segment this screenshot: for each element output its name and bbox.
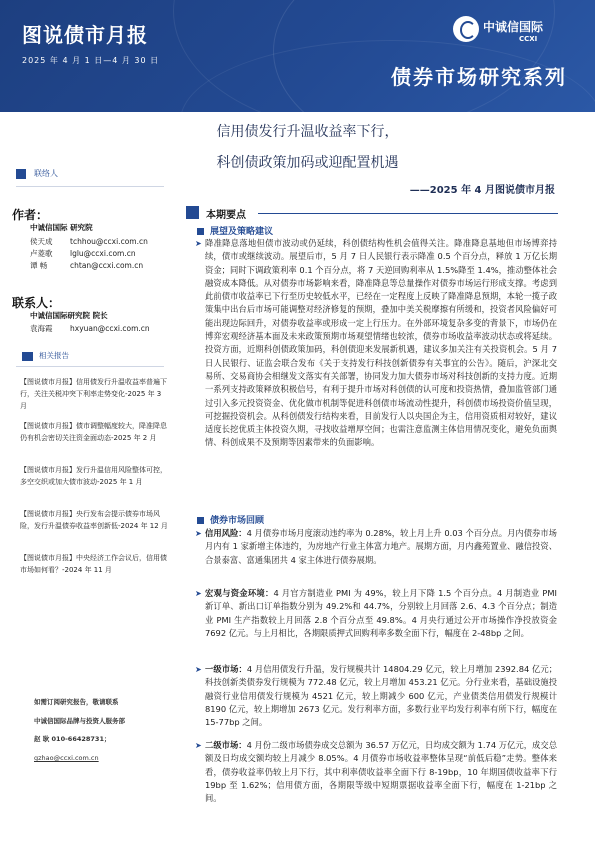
ccxi-logo [453, 14, 563, 54]
subscribe-email[interactable]: gzhao@ccxi.com.cn [34, 754, 99, 762]
related-report-link[interactable]: 【图说债市月报】信用债发行升温收益率普遍下行，关注关税冲突下利率走势变化-2025 年 3 月 [20, 378, 167, 410]
subscribe-note: 如需订阅研究报告，敬请联系 [34, 698, 119, 706]
section-title-outlook: 展望及策略建议 [197, 224, 273, 237]
subscribe-dept: 中诚信国际品牌与投资人服务部 [34, 717, 125, 725]
subscribe-contact: 赵 耿 010-66428731； [34, 735, 111, 743]
logo-mark-icon [453, 16, 479, 42]
section-title-review: 债券市场回顾 [197, 513, 264, 526]
report-header [0, 0, 595, 112]
report-subtitle: ——2025 年 4 月图说债市月报 [409, 185, 555, 196]
related-report-link[interactable]: 【图说债市月报】央行发布会提示债券市场风险，发行升温债券收益率创新低-2024 年 12 月 [20, 510, 168, 530]
authors-org: 中诚信国际 研究院 [30, 223, 93, 232]
divider [16, 186, 164, 187]
related-icon [22, 352, 33, 361]
report-period: 2025 年 4 月 1 日—4 月 30 日 [22, 56, 160, 65]
related-report-link[interactable]: 【图说债市月报】发行升温信用风险整体可控，多空交织或加大债市波动-2025 年 1 月 [20, 466, 167, 486]
review-primary-market: ➤ 一级市场：4 月信用债发行升温，发行规模共计 14804.29 亿元，较上月增加 2392.84 亿元；科技创新类债券发行规模为 772.48 亿元，较上月增加 453.21 亿元。分行业来看，基础设施投融资行业信用债发行规模为 4521 亿元，较上期减少 600 亿元，产业债类信用债发行规模计 8190 亿元，较上期增加 2673 亿元。发行利率方面，多数行业平均发行利率有所下行，幅度在 15-77bp 之间。 [195, 664, 557, 728]
contact-icon [16, 169, 26, 179]
heading-rule [258, 213, 558, 214]
related-report-link[interactable]: 【图说债市月报】中央经济工作会议后，信用债市场如何看？-2024 年 11 月 [20, 554, 167, 574]
logo-text-en: CCXI [519, 35, 538, 43]
review-credit-risk: ➤ 信用风险：4 月债券市场月度滚动违约率为 0.28%，较上月上升 0.03 个百分点。月内债券市场月内有 1 家新增主体违约，为房地产行业主体富力地产。展期方面，月内鑫苑置业、融信投资、合景泰富、富通集团共 4 家主体进行债券展期。 [195, 528, 557, 565]
liaison-heading: 联系人： [12, 296, 61, 310]
liaison-org: 中诚信国际研究院 院长 [30, 311, 108, 320]
liaison-entry: 袁海霞 hxyuan@ccxi.com.cn [30, 324, 150, 333]
key-points-heading: 本期要点 [186, 206, 556, 220]
bullet-icon: ➤ [195, 589, 202, 598]
report-title-line1: 信用债发行升温收益率下行， [216, 124, 399, 140]
review-macro: ➤ 宏观与资金环境：4 月官方制造业 PMI 为 49%，较上月下降 1.5 个百分点。4 月制造业 PMI 新订单、新出口订单指数分别为 49.2%和 44.7%，分别较上月回落 2.6、4.3 个百分点；制造业 PMI 生产指数较上月回落 2.8 个百分点至 49.8%。4 月央行通过公开市场操作净投放资金 7692 亿元。与上月相比，各期限质押式回购利率多数全面下行，幅度在 2-48bp 之间。 [195, 588, 557, 638]
bullet-icon: ➤ [195, 665, 202, 674]
related-report-link[interactable]: 【图说债市月报】债市调整幅度较大，降准降息仍有机会密切关注资金面动态-2025 年 2 月 [20, 422, 167, 442]
related-reports-label: 相关报告 [22, 350, 69, 361]
outlook-paragraph: ➤ 降准降息落地但债市波动或仍延续，科创债结构性机会值得关注。降准降息基地但市场博弈持续，债市或继续波动。展望后市，5 月 7 日人民银行表示降准 0.5 个百分点，释放 1 万亿长期资金；同时下调政策利率 0.1 个百分点，将 7 天逆回购利率从 1.5%降至 1.4%，推动整体社会融资成本降低。从对债券市场影响来看，降准降息等总量操作对债券市场运行形成支撑。考虑到此前债市收益率已下行至历史较低水平，已经在一定程度上反映了降准降息预期，本轮一揽子政策集中出台后市场可能调整对经济修复的预期，叠加中美关税摩擦有所缓和，投资者风险偏好可能出现边际回升，对债券收益率或形成一定上行压力。在外部环境复杂多变的背景下，市场仍在博弈宏观经济基本面及未来政策预期市场观望情绪也较浓，债券市场收益率波动状态或将延续。投资方面，近期科创债政策加码，科创债迎来发展新机遇，建议多加关注有关投资机会。5 月 7 日人民银行、证监会联合发布《关于支持发行科技创新债券有关事宜的公告》。随后，沪深北交易所、交易商协会相继发文落实有关部署，协同发力加大债券市场对科技创新的支持力度。近期一系列支持政策释放积极信号，有利于提升市场对科创债的认可度和投资热情，叠加监管部门通过引入多元投资资金、优化做市机制等促进科创债市场流动性提升，科创债市场投资价值呈现，可挖掘投资机会。从科创债发行结构来看，目前发行人以央国企为主，信用资质相对较好，建议适度长挖优质主体投资久期，寻找收益增厚空间；也需注意监测主体信用情况变化，避免负面舆情、科创成果不及预期等因素带来的负面影响。 [195, 238, 557, 448]
bullet-icon: ➤ [195, 239, 202, 248]
logo-text-cn: 中诚信国际 [483, 20, 544, 34]
contacts-label: 联络人 [16, 168, 58, 179]
heading-marker [186, 206, 199, 219]
author-entry: 卢菱歌 lglu@ccxi.com.cn [30, 249, 136, 258]
divider [16, 366, 164, 367]
author-entry: 谭 畅 chtan@ccxi.com.cn [30, 261, 144, 270]
report-title-line2: 科创债政策加码或迎配置机遇 [216, 155, 399, 171]
series-title: 债券市场研究系列 [391, 65, 567, 89]
report-type-title: 图说债市月报 [22, 23, 148, 47]
bullet-icon: ➤ [195, 741, 202, 750]
bullet-icon: ➤ [195, 529, 202, 538]
author-entry: 侯天成 tchhou@ccxi.com.cn [30, 237, 148, 246]
review-secondary-market: ➤ 二级市场：4 月份二级市场债券成交总额为 36.57 万亿元，日均成交额为 1.74 万亿元，成交总额及日均成交额均较上月减少 8.05%。4 月债券市场收益率整体呈现“前低后稳”走势。整体来看，债券收益率仍较上月下行，其中利率债收益率全面下行 8-19bp，10 年期国债收益率下行 19bp 至 1.62%；信用债方面，各期限等级中短期票据收益率全面下行，幅度在 1-21bp 之间。 [195, 740, 557, 804]
authors-heading: 作者： [12, 208, 49, 222]
